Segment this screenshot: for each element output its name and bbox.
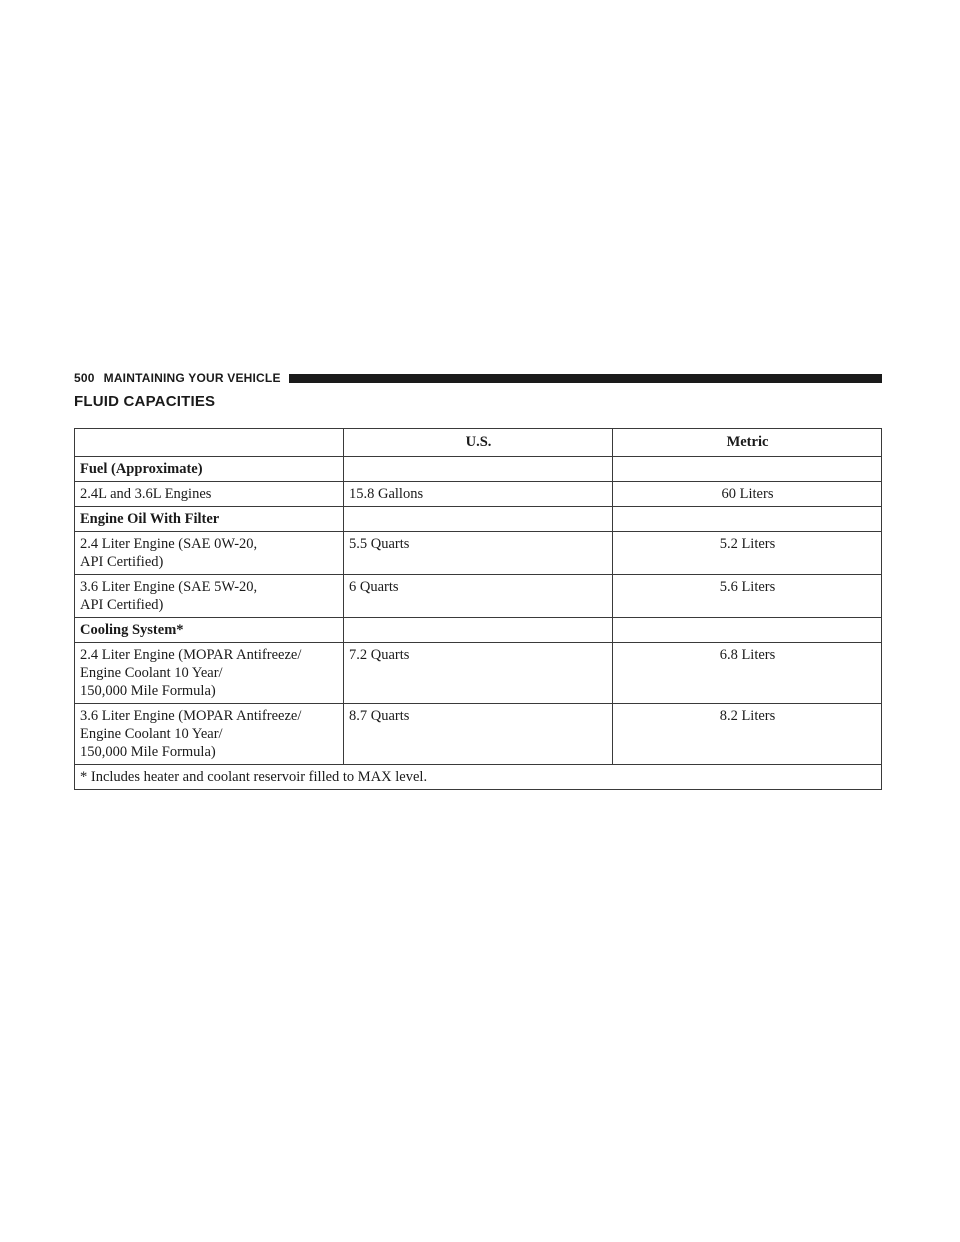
- page-title: FLUID CAPACITIES: [74, 393, 216, 410]
- table-row: [75, 507, 882, 532]
- table-header-row: [75, 429, 882, 457]
- item-label: [75, 643, 344, 704]
- us-value: [344, 618, 613, 643]
- header-rule: [289, 374, 882, 383]
- page-header: [74, 370, 882, 386]
- item-label: [75, 704, 344, 765]
- item-label-line: API Certified): [80, 554, 164, 570]
- us-value: 5.5 Quarts: [344, 532, 613, 575]
- table-row: [75, 482, 882, 507]
- item-label-line: 2.4 Liter Engine (SAE 0W-20,: [80, 536, 258, 552]
- footnote-row: [75, 765, 882, 790]
- group-label: [75, 507, 344, 532]
- item-label-line: Engine Coolant 10 Year/: [80, 726, 223, 742]
- table-row: [75, 532, 882, 575]
- metric-value: 5.6 Liters: [613, 575, 882, 618]
- table-row: [75, 575, 882, 618]
- group-label-text: Fuel (Approximate): [80, 461, 203, 477]
- table-body: [75, 457, 882, 765]
- item-label-line: 2.4L and 3.6L Engines: [80, 486, 212, 502]
- column-header-description: [75, 429, 344, 457]
- column-header-us: U.S.: [344, 429, 613, 457]
- item-label-line: Engine Coolant 10 Year/: [80, 665, 223, 681]
- metric-value: 5.2 Liters: [613, 532, 882, 575]
- us-value: [344, 457, 613, 482]
- group-label: [75, 457, 344, 482]
- metric-value: [613, 457, 882, 482]
- section-heading: MAINTAINING YOUR VEHICLE: [103, 371, 281, 385]
- metric-value: [613, 507, 882, 532]
- item-label-line: 150,000 Mile Formula): [80, 683, 216, 699]
- item-label-line: API Certified): [80, 597, 164, 613]
- us-value: 15.8 Gallons: [344, 482, 613, 507]
- us-value: 6 Quarts: [344, 575, 613, 618]
- group-label: [75, 618, 344, 643]
- group-label-text: Engine Oil With Filter: [80, 511, 220, 527]
- us-value: 8.7 Quarts: [344, 704, 613, 765]
- item-label-line: 150,000 Mile Formula): [80, 744, 216, 760]
- page-number: 500: [74, 371, 95, 385]
- item-label-line: 2.4 Liter Engine (MOPAR Antifreeze/: [80, 647, 302, 663]
- table-row: [75, 643, 882, 704]
- group-label-text: Cooling System*: [80, 622, 184, 638]
- column-header-metric: Metric: [613, 429, 882, 457]
- table-footnote: * Includes heater and coolant reservoir filled to MAX level.: [75, 765, 882, 790]
- item-label-line: 3.6 Liter Engine (SAE 5W-20,: [80, 579, 258, 595]
- us-value: 7.2 Quarts: [344, 643, 613, 704]
- metric-value: 8.2 Liters: [613, 704, 882, 765]
- table-row: [75, 704, 882, 765]
- table-row: [75, 618, 882, 643]
- item-label: [75, 482, 344, 507]
- fluid-capacities-table: [74, 428, 882, 790]
- item-label-line: 3.6 Liter Engine (MOPAR Antifreeze/: [80, 708, 302, 724]
- us-value: [344, 507, 613, 532]
- metric-value: [613, 618, 882, 643]
- metric-value: 6.8 Liters: [613, 643, 882, 704]
- table-row: [75, 457, 882, 482]
- item-label: [75, 575, 344, 618]
- item-label: [75, 532, 344, 575]
- metric-value: 60 Liters: [613, 482, 882, 507]
